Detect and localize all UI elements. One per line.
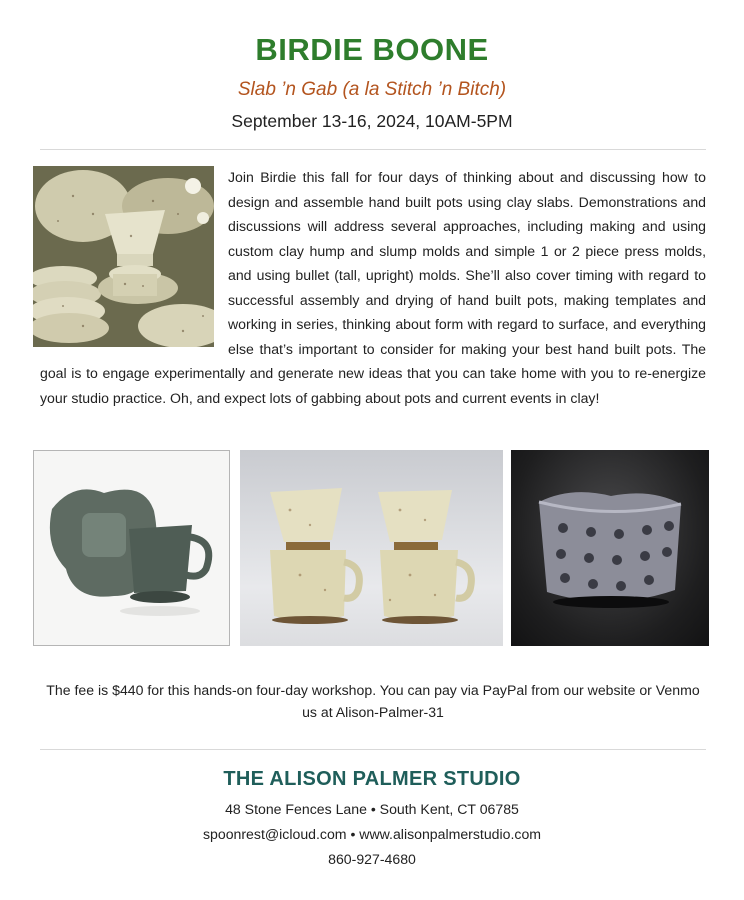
studio-name: THE ALISON PALMER STUDIO bbox=[223, 768, 521, 790]
page-title: BIRDIE BOONE bbox=[255, 32, 489, 67]
cream-pour-over-pair-photo bbox=[240, 450, 503, 646]
description-text: Join Birdie this fall for four days of thinking about and discussing how to design and assemble hand built pots using clay slabs. Demonstrations and discussions will address several approaches, including making and using custom clay hump and slump molds and simple 1 or 2 piece press molds, and using bullet (tall, upright) molds. She’ll also cover timing with regard to successful assembly and drying of hand built pots, making templates and working in series, thinking about form with regard to surface, and everything else that’s important to consider for making your best hand built pots. The goal is to engage experimentally and generate new ideas that you can take home with you to re-energize your studio practice. Oh, and expect lots of gabbing about pots and current events in clay! bbox=[40, 169, 706, 406]
gray-perforated-bowl-photo bbox=[511, 450, 709, 646]
studio-phone: 860-927-4680 bbox=[328, 851, 416, 867]
photo-gallery bbox=[33, 450, 709, 646]
stacked-pottery-photo bbox=[33, 166, 214, 347]
fee-paragraph: The fee is $440 for this hands-on four-day workshop. You can pay via PayPal from our website or Venmo us at Alison-Palmer-31 bbox=[46, 682, 700, 720]
workshop-subtitle: Slab ’n Gab (a la Stitch ’n Bitch) bbox=[237, 79, 507, 100]
studio-address: 48 Stone Fences Lane • South Kent, CT 06785 bbox=[225, 801, 519, 817]
green-cup-and-saucer-photo bbox=[33, 450, 230, 646]
description-block bbox=[40, 165, 706, 410]
top-divider bbox=[40, 149, 706, 150]
studio-contact: spoonrest@icloud.com • www.alisonpalmerstudio.com bbox=[202, 826, 542, 842]
workshop-dates: September 13-16, 2024, 10AM-5PM bbox=[231, 111, 513, 131]
bottom-divider bbox=[40, 749, 706, 750]
